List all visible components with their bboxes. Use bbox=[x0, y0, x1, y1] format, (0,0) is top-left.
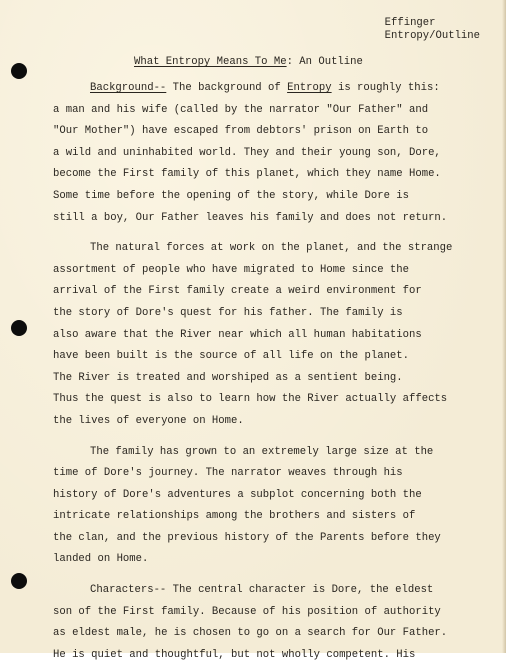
document-title bbox=[134, 56, 363, 68]
text-line: assortment of people who have migrated to Home since the bbox=[53, 263, 410, 276]
text-line: the story of Dore's quest for his father. The family is bbox=[53, 306, 403, 319]
text-line: time of Dore's journey. The narrator weaves through his bbox=[53, 467, 403, 480]
page-header bbox=[385, 17, 480, 43]
text-line: a wild and uninhabited world. They and their young son, Dore, bbox=[53, 146, 441, 159]
header-title: Entropy/Outline bbox=[384, 30, 480, 42]
title-underlined: What Entropy Means To Me bbox=[134, 56, 287, 68]
text-line: son of the First family. Because of his position of authority bbox=[53, 605, 441, 618]
text-line: He is quiet and thoughtful, but not wholly competent. His bbox=[53, 648, 416, 661]
text-line: also aware that the River near which all human habitations bbox=[53, 328, 422, 341]
text-line: the lives of everyone on Home. bbox=[53, 414, 244, 427]
text-line: "Our Mother") have escaped from debtors' prison on Earth to bbox=[53, 125, 429, 138]
header-author: Effinger bbox=[384, 17, 436, 29]
text-line: The natural forces at work on the planet, and the strange bbox=[90, 242, 453, 255]
text-line: the clan, and the previous history of the Parents before they bbox=[53, 531, 441, 544]
text-line: arrival of the First family create a weird environment for bbox=[53, 285, 422, 298]
document-body bbox=[53, 78, 497, 666]
text-line: Thus the quest is also to learn how the River actually affects bbox=[53, 393, 448, 406]
text-line: have been built is the source of all life on the planet. bbox=[53, 350, 410, 363]
text-line: as eldest male, he is chosen to go on a search for Our Father. bbox=[53, 627, 448, 640]
text-line: still a boy, Our Father leaves his family and does not return. bbox=[53, 211, 448, 224]
punch-hole-top bbox=[11, 63, 27, 79]
section-heading-background: Background-- bbox=[90, 82, 167, 94]
text-line: become the First family of this planet, which they name Home. bbox=[53, 168, 441, 181]
text-line: Some time before the opening of the story, while Dore is bbox=[53, 189, 410, 202]
paper-edge bbox=[502, 0, 506, 653]
text-line: intricate relationships among the brothers and sisters of bbox=[53, 510, 416, 523]
punch-hole-bottom bbox=[11, 573, 27, 589]
text-line: history of Dore's adventures a subplot concerning both the bbox=[53, 488, 422, 501]
text-line: Characters-- The central character is Dore, the eldest bbox=[90, 584, 434, 597]
underlined-title-entropy: Entropy bbox=[287, 82, 332, 94]
text-line: Background-- The background of Entropy is roughly this: bbox=[90, 82, 440, 94]
text-line: The family has grown to an extremely large size at the bbox=[90, 445, 434, 458]
punch-hole-middle bbox=[11, 320, 27, 336]
text-line: a man and his wife (called by the narrator "Our Father" and bbox=[53, 103, 429, 116]
title-rest: : An Outline bbox=[286, 56, 363, 68]
text-line: The River is treated and worshiped as a sentient being. bbox=[53, 371, 403, 384]
text-line: landed on Home. bbox=[53, 553, 149, 566]
